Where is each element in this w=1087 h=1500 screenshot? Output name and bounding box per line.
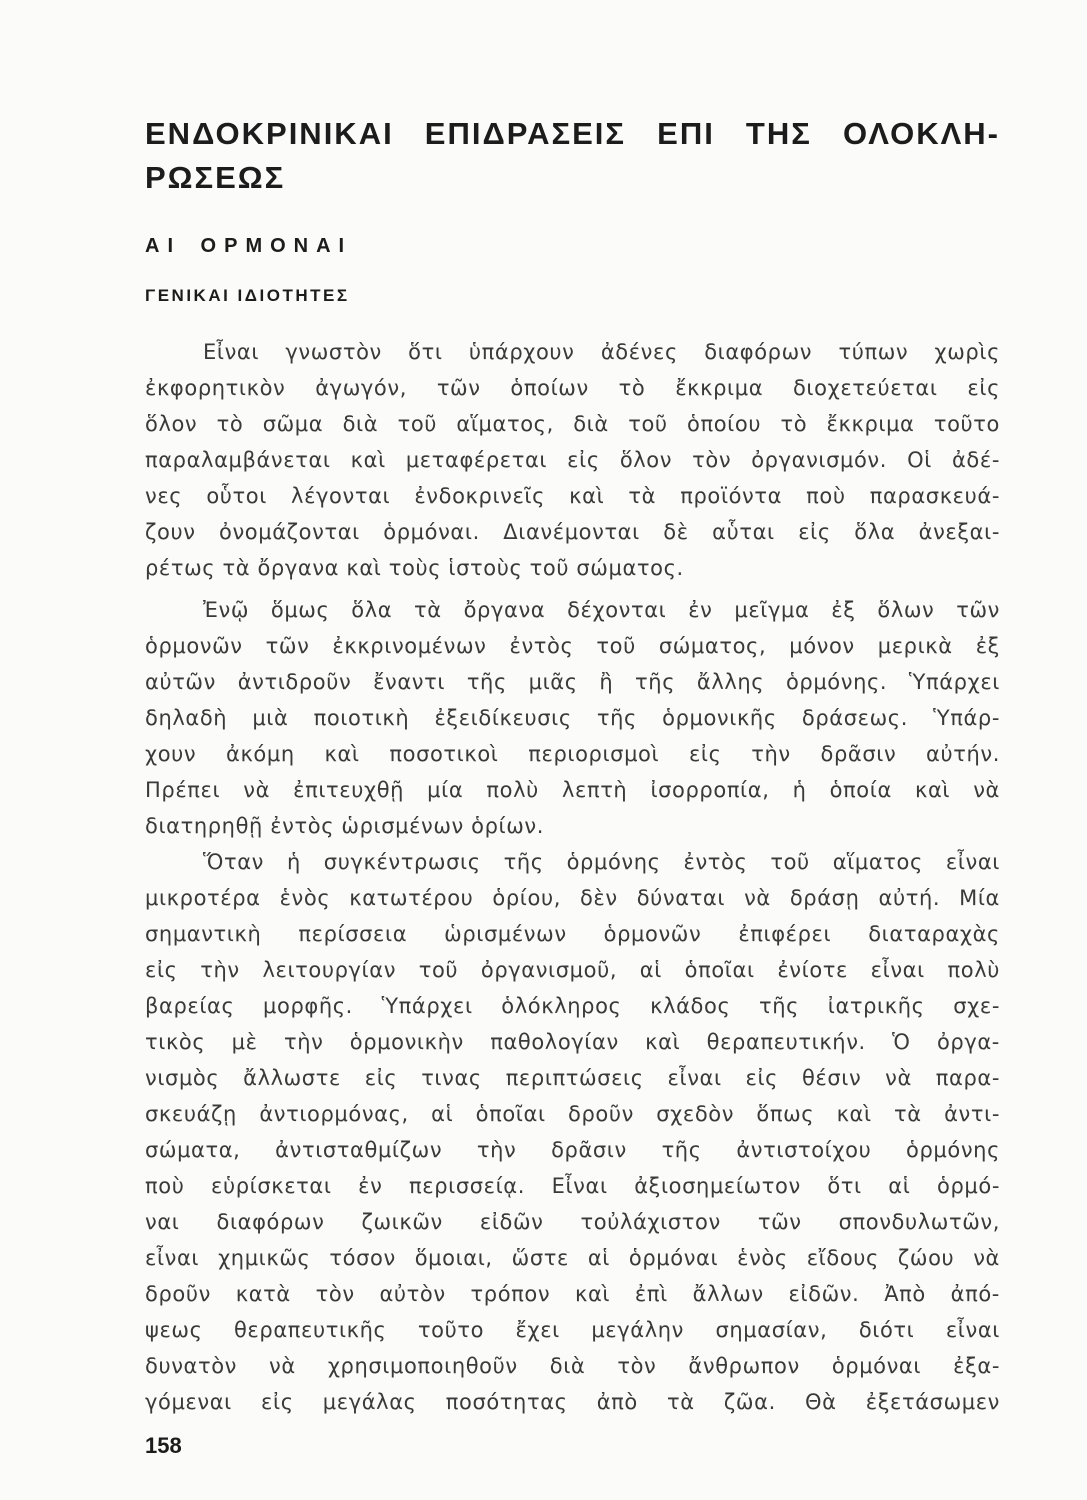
text-line: νισμὸς ἄλλωστε εἰς τινας περιπτώσεις εἶναι εἰς θέσιν νὰ παρα-: [145, 1066, 1000, 1090]
text-line: ἐκφορητικὸν ἀγωγόν, τῶν ὁποίων τὸ ἔκκριμα διοχετεύεται εἰς: [145, 376, 1000, 400]
text-line: βαρείας μορφῆς. Ὑπάρχει ὁλόκληρος κλάδος τῆς ἰατρικῆς σχε-: [145, 994, 1000, 1018]
text-line: παραλαμβάνεται καὶ μεταφέρεται εἰς ὅλον τὸν ὀργανισμόν. Οἱ ἀδέ-: [145, 448, 1000, 472]
text-line: ρέτως τὰ ὄργανα καὶ τοὺς ἱστοὺς τοῦ σώματος.: [145, 556, 684, 580]
text-line: ὅλον τὸ σῶμα διὰ τοῦ αἵματος, διὰ τοῦ ὁποίου τὸ ἔκκριμα τοῦτο: [145, 412, 1000, 436]
text-line: νες οὗτοι λέγονται ἐνδοκρινεῖς καὶ τὰ προϊόντα ποὺ παρασκευά-: [145, 484, 1000, 508]
text-line: Ὅταν ἡ συγκέντρωσις τῆς ὁρμόνης ἐντὸς τοῦ αἵματος εἶναι: [203, 850, 1000, 874]
text-line: ψεως θεραπευτικῆς τοῦτο ἔχει μεγάλην σημασίαν, διότι εἶναι: [145, 1318, 1000, 1342]
text-line: ναι διαφόρων ζωικῶν εἰδῶν τοὐλάχιστον τῶν σπονδυλωτῶν,: [145, 1210, 1000, 1234]
text-line: σώματα, ἀντισταθμίζων τὴν δρᾶσιν τῆς ἀντιστοίχου ὁρμόνης: [145, 1138, 1000, 1162]
text-line: δροῦν κατὰ τὸν αὐτὸν τρόπον καὶ ἐπὶ ἄλλων εἰδῶν. Ἀπὸ ἀπό-: [145, 1282, 1000, 1306]
text-line: χουν ἀκόμη καὶ ποσοτικοὶ περιορισμοὶ εἰς τὴν δρᾶσιν αὐτήν.: [145, 742, 1000, 766]
text-line: Πρέπει νὰ ἐπιτευχθῇ μία πολὺ λεπτὴ ἰσορροπία, ἡ ὁποία καὶ νὰ: [145, 778, 1000, 802]
paragraph-1: [145, 334, 1000, 586]
section-title: ΑΙ ΟΡΜΟΝΑΙ: [145, 235, 353, 257]
text-line: δηλαδὴ μιὰ ποιοτικὴ ἐξειδίκευσις τῆς ὁρμονικῆς δράσεως. Ὑπάρ-: [145, 706, 1000, 730]
text-line: ποὺ εὑρίσκεται ἐν περισσείᾳ. Εἶναι ἀξιοσημείωτον ὅτι αἱ ὁρμό-: [145, 1174, 1000, 1198]
text-line: μικροτέρα ἑνὸς κατωτέρου ὁρίου, δὲν δύναται νὰ δράσῃ αὐτή. Μία: [145, 886, 1000, 910]
paragraph-3: [145, 844, 1000, 1420]
chapter-title-line-2: ΡΩΣΕΩΣ: [145, 160, 286, 195]
text-line: δυνατὸν νὰ χρησιμοποιηθοῦν διὰ τὸν ἄνθρωπον ὁρμόναι ἐξα-: [145, 1354, 1000, 1378]
text-line: ζουν ὀνομάζονται ὁρμόναι. Διανέμονται δὲ αὗται εἰς ὅλα ἀνεξαι-: [145, 520, 1000, 544]
paragraph-2: [145, 592, 1000, 844]
chapter-title-line-1: ΕΝΔΟΚΡΙΝΙΚΑΙ ΕΠΙΔΡΑΣΕΙΣ ΕΠΙ ΤΗΣ ΟΛΟΚΛΗ-: [145, 116, 1000, 151]
text-line: αὐτῶν ἀντιδροῦν ἔναντι τῆς μιᾶς ἢ τῆς ἄλλης ὁρμόνης. Ὑπάρχει: [145, 670, 1000, 694]
text-line: διατηρηθῇ ἐντὸς ὡρισμένων ὁρίων.: [145, 814, 545, 838]
text-line: εἶναι χημικῶς τόσον ὅμοιαι, ὥστε αἱ ὁρμόναι ἑνὸς εἴδους ζώου νὰ: [145, 1246, 1000, 1270]
text-line: Ἐνῷ ὅμως ὅλα τὰ ὄργανα δέχονται ἐν μεῖγμα ἐξ ὅλων τῶν: [203, 598, 1000, 622]
body-text: [145, 334, 1000, 1420]
chapter-title: [145, 112, 1000, 200]
text-line: Εἶναι γνωστὸν ὅτι ὑπάρχουν ἀδένες διαφόρων τύπων χωρὶς: [203, 340, 1000, 364]
page-number: 158: [145, 1433, 182, 1458]
subsection-title: ΓΕΝΙΚΑΙ ΙΔΙΟΤΗΤΕΣ: [145, 286, 350, 305]
text-line: γόμεναι εἰς μεγάλας ποσότητας ἀπὸ τὰ ζῶα. Θὰ ἐξετάσωμεν: [145, 1390, 1000, 1414]
text-line: σκευάζῃ ἀντιορμόνας, αἱ ὁποῖαι δροῦν σχεδὸν ὅπως καὶ τὰ ἀντι-: [145, 1102, 1000, 1126]
text-line: τικὸς μὲ τὴν ὁρμονικὴν παθολογίαν καὶ θεραπευτικήν. Ὁ ὀργα-: [145, 1030, 1000, 1054]
text-line: σημαντικὴ περίσσεια ὡρισμένων ὁρμονῶν ἐπιφέρει διαταραχὰς: [145, 922, 1000, 946]
text-line: εἰς τὴν λειτουργίαν τοῦ ὀργανισμοῦ, αἱ ὁποῖαι ἐνίοτε εἶναι πολὺ: [145, 958, 1000, 982]
text-line: ὁρμονῶν τῶν ἐκκρινομένων ἐντὸς τοῦ σώματος, μόνον μερικὰ ἐξ: [145, 634, 1000, 658]
